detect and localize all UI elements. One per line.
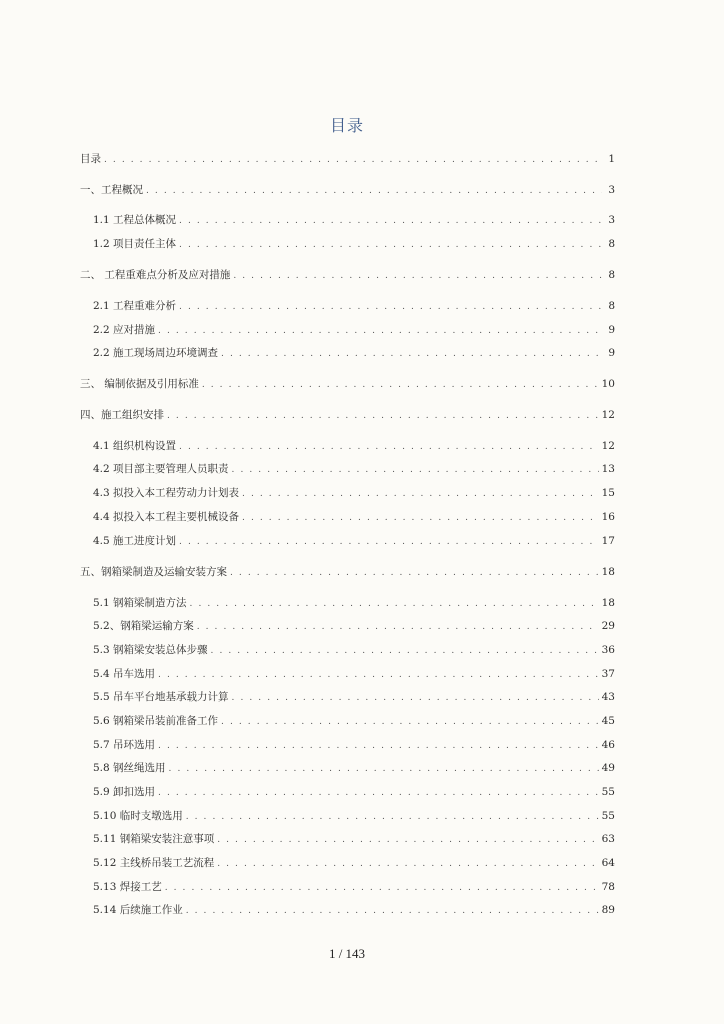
toc-entry[interactable] [93,345,615,361]
toc-leader-dots [179,237,602,253]
toc-entry-label: 5.9 卸扣选用 [93,784,158,800]
toc-leader-dots [186,809,599,825]
toc-entry-page: 8 [608,269,615,281]
toc-entry-page: 29 [601,620,615,632]
toc-entry[interactable] [93,509,615,525]
toc-entry-page: 16 [601,511,615,523]
toc-entry-label: 1.2 项目责任主体 [93,236,179,252]
toc-entry-page: 63 [601,833,615,845]
toc-entry[interactable] [93,760,615,776]
toc-entry-label: 4.5 施工进度计划 [93,533,179,549]
toc-leader-dots [165,880,599,896]
toc-entry[interactable] [93,485,615,501]
toc-entry-page: 15 [601,487,615,499]
toc-entry-label: 4.4 拟投入本工程主要机械设备 [93,509,242,525]
toc-entry-page: 45 [601,715,615,727]
toc-leader-dots [242,510,599,526]
toc-leader-dots [211,643,599,659]
toc-leader-dots [221,346,602,362]
toc-entry-page: 36 [601,644,615,656]
toc-entry-label: 5.14 后续施工作业 [93,902,186,918]
toc-leader-dots [104,152,602,168]
toc-entry-page: 89 [601,904,615,916]
toc-entry-label: 4.3 拟投入本工程劳动力计划表 [93,485,242,501]
toc-leader-dots [232,690,599,706]
toc-entry[interactable] [80,376,615,392]
toc-entry[interactable] [93,533,615,549]
toc-entry-label: 5.4 吊车选用 [93,666,158,682]
toc-entry[interactable] [93,438,615,454]
toc-leader-dots [158,323,602,339]
toc-leader-dots [232,462,599,478]
toc-entry[interactable] [93,666,615,682]
toc-entry-label: 5.11 钢箱梁安装注意事项 [93,831,217,847]
toc-entry-label: 一、工程概况 [80,182,146,198]
toc-leader-dots [233,268,602,284]
toc-entry[interactable] [93,689,615,705]
toc-entry[interactable] [93,618,615,634]
toc-entry[interactable] [93,236,615,252]
toc-entry-page: 10 [601,378,615,390]
toc-entry-label: 2.2 施工现场周边环境调查 [93,345,221,361]
toc-leader-dots [167,408,599,424]
toc-leader-dots [158,785,599,801]
toc-leader-dots [186,903,599,919]
toc-entry[interactable] [93,784,615,800]
toc-entry-label: 5.8 钢丝绳选用 [93,760,169,776]
toc-entry-label: 4.2 项目部主要管理人员职责 [93,461,232,477]
toc-leader-dots [202,377,599,393]
toc-entry-page: 12 [601,440,615,452]
toc-leader-dots [221,714,599,730]
toc-entry-label: 5.12 主线桥吊装工艺流程 [93,855,217,871]
toc-leader-dots [242,486,599,502]
toc-entry-page: 43 [601,691,615,703]
toc-leader-dots [158,738,599,754]
toc-entry-label: 五、钢箱梁制造及运输安装方案 [80,564,230,580]
toc-leader-dots [179,299,602,315]
toc-entry-label: 5.5 吊车平台地基承载力计算 [93,689,232,705]
page-indicator: 1 / 143 [328,946,366,961]
toc-entry[interactable] [93,902,615,918]
toc-entry[interactable] [93,298,615,314]
toc-entry-page: 37 [601,668,615,680]
toc-entry-page: 78 [601,881,615,893]
toc-leader-dots [179,439,599,455]
toc-entry-page: 9 [608,347,615,359]
toc-entry[interactable] [93,713,615,729]
toc-entry-label: 2.2 应对措施 [93,322,158,338]
toc-leader-dots [169,761,599,777]
toc-leader-dots [230,565,599,581]
toc-entry-page: 1 [608,153,615,165]
toc-leader-dots [179,534,599,550]
toc-leader-dots [197,619,599,635]
toc-entry[interactable] [93,737,615,753]
toc-entry[interactable] [93,879,615,895]
toc-entry-label: 5.3 钢箱梁安装总体步骤 [93,642,211,658]
toc-entry-label: 目录 [80,151,104,167]
toc-entry-label: 二、 工程重难点分析及应对措施 [80,267,233,283]
toc-entry[interactable] [80,564,615,580]
toc-entry-label: 5.2、钢箱梁运输方案 [93,618,197,634]
toc-leader-dots [146,183,602,199]
toc-entry-page: 13 [601,463,615,475]
toc-entry[interactable] [93,831,615,847]
toc-entry[interactable] [93,595,615,611]
toc-leader-dots [158,667,599,683]
toc-entry[interactable] [93,461,615,477]
toc-entry-page: 17 [601,535,615,547]
toc-leader-dots [190,596,599,612]
toc-entry-page: 64 [601,857,615,869]
toc-entry-label: 2.1 工程重难分析 [93,298,179,314]
toc-entry[interactable] [93,322,615,338]
toc-entry[interactable] [80,407,615,423]
toc-entry-label: 1.1 工程总体概况 [93,212,179,228]
toc-leader-dots [217,856,598,872]
toc-entry-page: 8 [608,238,615,250]
toc-leader-dots [179,213,602,229]
toc-entry-label: 5.13 焊接工艺 [93,879,165,895]
toc-entry-label: 5.6 钢箱梁吊装前准备工作 [93,713,221,729]
toc-entry-page: 8 [608,300,615,312]
toc-entry-page: 55 [601,810,615,822]
toc-entry-page: 18 [601,566,615,578]
toc-leader-dots [217,832,598,848]
toc-entry[interactable] [80,151,615,167]
toc-entry-page: 49 [601,762,615,774]
toc-entry-page: 18 [601,597,615,609]
toc-entry[interactable] [80,182,615,198]
toc-entry-label: 5.1 钢箱梁制造方法 [93,595,190,611]
toc-entry-label: 5.7 吊环选用 [93,737,158,753]
toc-entry-label: 四、施工组织安排 [80,407,167,423]
toc-entry-label: 5.10 临时支墩选用 [93,808,186,824]
toc-entry-page: 55 [601,786,615,798]
toc-entry-label: 三、 编制依据及引用标准 [80,376,202,392]
toc-entry[interactable] [93,642,615,658]
toc-title: 目录 [329,116,364,135]
toc-entry[interactable] [93,212,615,228]
toc-entry[interactable] [93,808,615,824]
toc-entry-page: 9 [608,324,615,336]
toc-entry[interactable] [80,267,615,283]
toc-entry[interactable] [93,855,615,871]
toc-entry-page: 3 [608,184,615,196]
toc-entry-label: 4.1 组织机构设置 [93,438,179,454]
toc-entry-page: 46 [601,739,615,751]
toc-entry-page: 12 [601,409,615,421]
toc-entry-page: 3 [608,214,615,226]
